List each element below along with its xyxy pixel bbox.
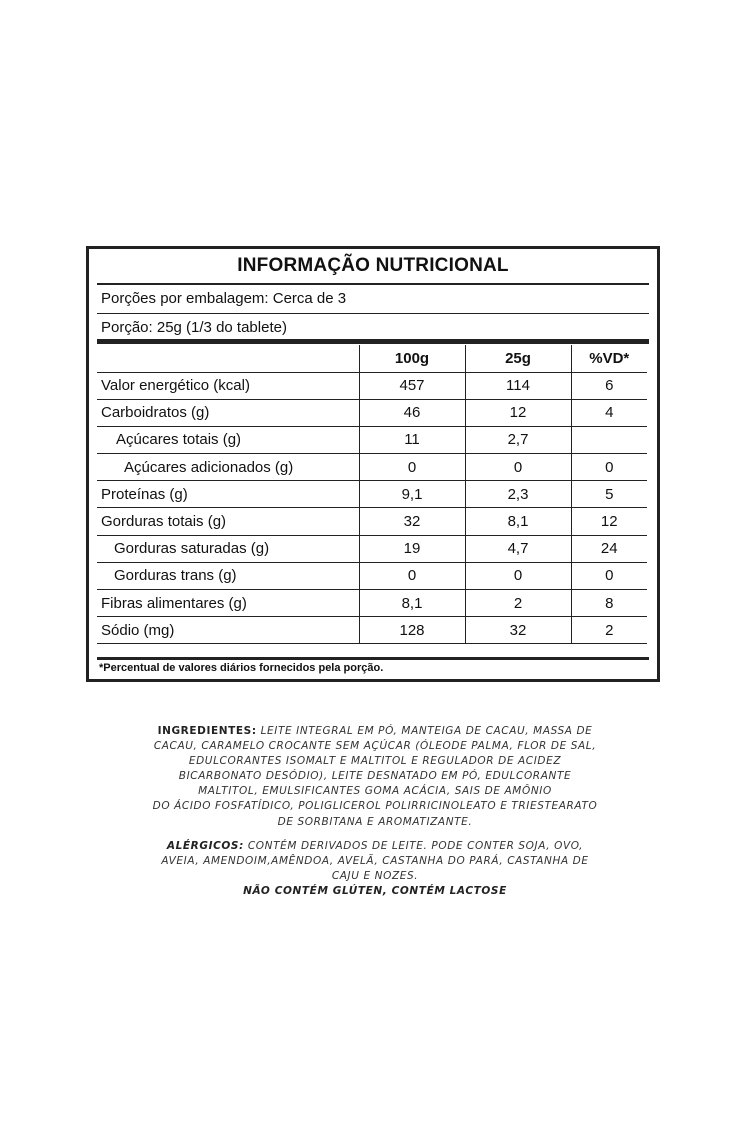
table-row — [97, 399, 647, 426]
thick-divider — [97, 339, 649, 344]
table-row — [97, 454, 647, 481]
allergens-text: CONTÉM DERIVADOS DE LEITE. PODE CONTER SOJA, OVO, — [247, 840, 584, 852]
divider — [97, 283, 649, 285]
value-100g: 8,1 — [359, 590, 465, 617]
value-100g: 0 — [359, 562, 465, 589]
gluten-lactose-notice: NÃO CONTÉM GLÚTEN, CONTÉM LACTOSE — [243, 885, 507, 898]
nutrient-name: Gorduras saturadas (g) — [97, 535, 359, 562]
nutrient-name: Gorduras totais (g) — [97, 508, 359, 535]
value-100g: 46 — [359, 399, 465, 426]
header-cell-vd: %VD* — [571, 345, 647, 372]
ingredients-block — [130, 724, 620, 830]
value-100g: 32 — [359, 508, 465, 535]
value-vd — [571, 426, 647, 453]
nutrient-name: Sódio (mg) — [97, 617, 359, 644]
value-25g: 4,7 — [465, 535, 571, 562]
table-row — [97, 562, 647, 589]
table-row — [97, 590, 647, 617]
ingredients-line: DO ÁCIDO FOSFATÍDICO, POLIGLICEROL POLIRRICINOLEATO E TRIESTEARATO — [152, 800, 598, 813]
value-vd: 6 — [571, 372, 647, 399]
ingredients-line: EDULCORANTES ISOMALT E MALTITOL E REGULADOR DE ACIDEZ — [188, 755, 562, 768]
value-25g: 114 — [465, 372, 571, 399]
value-25g: 2 — [465, 590, 571, 617]
allergens-line: AVEIA, AMENDOIM,AMÊNDOA, AVELÃ, CASTANHA DO PARÁ, CASTANHA DE — [161, 855, 589, 868]
value-25g: 32 — [465, 617, 571, 644]
nutrition-title: INFORMAÇÃO NUTRICIONAL — [237, 255, 509, 276]
header-cell-25g: 25g — [465, 345, 571, 372]
allergens-line: CAJU E NOZES. — [331, 870, 419, 883]
value-vd: 24 — [571, 535, 647, 562]
table-row — [97, 372, 647, 399]
divider — [97, 313, 649, 314]
ingredients-heading: INGREDIENTES: — [157, 725, 257, 737]
ingredients-line: BICARBONATO DESÓDIO), LEITE DESNATADO EM PÓ, EDULCORANTE — [178, 770, 572, 783]
nutrition-table — [97, 345, 647, 644]
value-100g: 457 — [359, 372, 465, 399]
servings-per-package: Porções por embalagem: Cerca de 3 — [101, 290, 347, 307]
value-vd: 2 — [571, 617, 647, 644]
header-cell-nutrient — [97, 345, 359, 372]
value-vd: 0 — [571, 454, 647, 481]
value-100g: 9,1 — [359, 481, 465, 508]
allergens-heading: ALÉRGICOS: — [166, 840, 244, 852]
ingredients-line: MALTITOL, EMULSIFICANTES GOMA ACÁCIA, SAIS DE AMÔNIO — [198, 785, 552, 798]
value-vd: 0 — [571, 562, 647, 589]
value-100g: 128 — [359, 617, 465, 644]
value-25g: 2,7 — [465, 426, 571, 453]
value-vd: 8 — [571, 590, 647, 617]
value-25g: 0 — [465, 562, 571, 589]
nutrition-facts-panel — [86, 246, 660, 682]
footnote: *Percentual de valores diários fornecidos pela porção. — [99, 662, 384, 674]
nutrient-name: Açúcares totais (g) — [97, 426, 359, 453]
value-100g: 11 — [359, 426, 465, 453]
table-row — [97, 617, 647, 644]
table-row — [97, 426, 647, 453]
nutrient-name: Carboidratos (g) — [97, 399, 359, 426]
table-row — [97, 481, 647, 508]
nutrient-name: Gorduras trans (g) — [97, 562, 359, 589]
value-25g: 8,1 — [465, 508, 571, 535]
allergens-line — [130, 839, 620, 854]
ingredients-line — [130, 724, 620, 739]
nutrient-name: Fibras alimentares (g) — [97, 590, 359, 617]
nutrient-name: Valor energético (kcal) — [97, 372, 359, 399]
ingredients-line: CACAU, CARAMELO CROCANTE SEM AÇÚCAR (ÓLEODE PALMA, FLOR DE SAL, — [153, 740, 597, 753]
thick-divider — [97, 657, 649, 660]
ingredients-line: DE SORBITANA E AROMATIZANTE. — [277, 815, 473, 828]
ingredients-text: LEITE INTEGRAL EM PÓ, MANTEIGA DE CACAU, MASSA DE — [260, 725, 593, 737]
value-vd: 5 — [571, 481, 647, 508]
nutrient-name: Açúcares adicionados (g) — [97, 454, 359, 481]
value-25g: 2,3 — [465, 481, 571, 508]
value-25g: 0 — [465, 454, 571, 481]
nutrient-name: Proteínas (g) — [97, 481, 359, 508]
serving-size: Porção: 25g (1/3 do tablete) — [101, 319, 287, 336]
table-header-row — [97, 345, 647, 372]
allergens-block — [130, 839, 620, 899]
value-25g: 12 — [465, 399, 571, 426]
header-cell-100g: 100g — [359, 345, 465, 372]
table-row — [97, 535, 647, 562]
value-100g: 0 — [359, 454, 465, 481]
value-vd: 4 — [571, 399, 647, 426]
value-100g: 19 — [359, 535, 465, 562]
value-vd: 12 — [571, 508, 647, 535]
table-row — [97, 508, 647, 535]
